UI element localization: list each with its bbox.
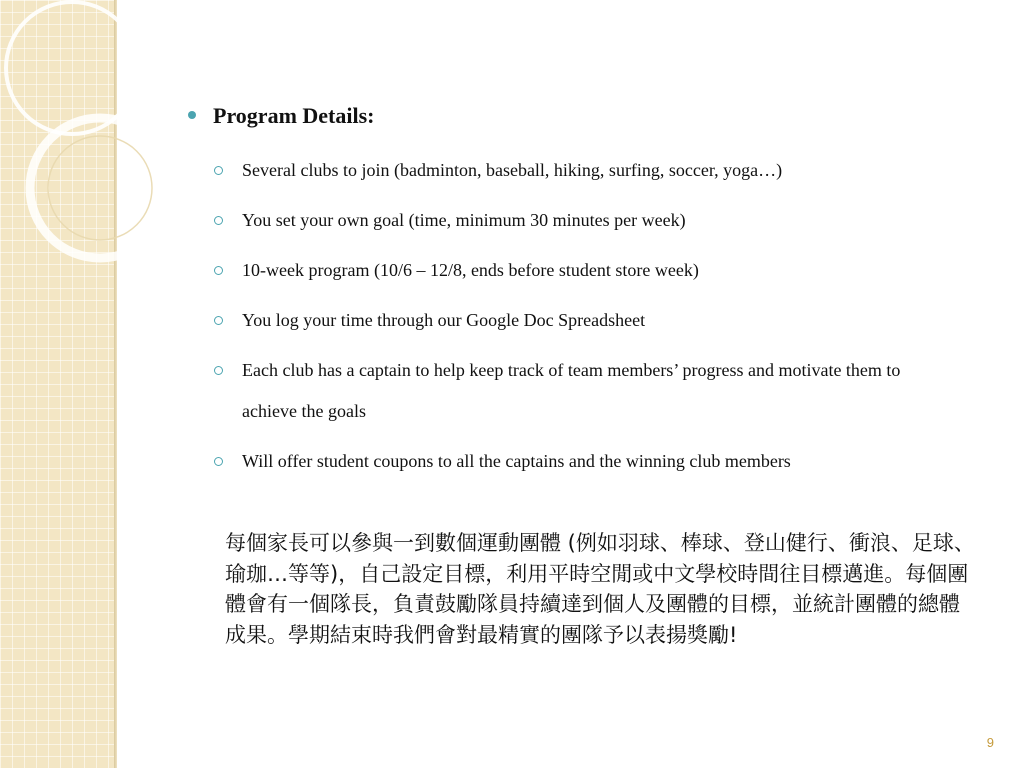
hollow-bullet-icon xyxy=(214,166,223,175)
hollow-bullet-icon xyxy=(214,457,223,466)
list-item-text: Several clubs to join (badminton, baseball, hiking, surfing, soccer, yoga…) xyxy=(242,160,783,180)
list-item-text: Each club has a captain to help keep track of team members’ progress and motivate them to achieve the goals xyxy=(242,360,901,421)
list-item xyxy=(214,200,954,241)
page-number: 9 xyxy=(986,735,994,750)
list-item xyxy=(214,150,954,191)
main-bullet xyxy=(188,103,375,129)
list-item-text: 10-week program (10/6 – 12/8, ends before student store week) xyxy=(242,260,699,280)
slide-heading: Program Details: xyxy=(213,103,375,128)
list-item xyxy=(214,300,954,341)
list-item xyxy=(214,250,954,291)
program-details-list xyxy=(214,150,954,491)
list-item xyxy=(214,441,954,482)
hollow-bullet-icon xyxy=(214,266,223,275)
hollow-bullet-icon xyxy=(214,366,223,375)
list-item-text: Will offer student coupons to all the captains and the winning club members xyxy=(242,451,791,471)
chinese-description: 每個家長可以參與一到數個運動團體 (例如羽球、棒球、登山健行、衝浪、足球、瑜珈…等等)，自己設定目標，利用平時空閒或中文學校時間往目標邁進。每個團體會有一個隊長，負責鼓勵隊員持續達到個人及團體的目標，並統計團體的總體成果。學期結束時我們會對最精實的團隊予以表揚獎勵! xyxy=(225,531,975,647)
list-item-text: You log your time through our Google Doc Spreadsheet xyxy=(242,310,646,330)
hollow-bullet-icon xyxy=(214,316,223,325)
bullet-dot-icon xyxy=(188,111,196,119)
list-item xyxy=(214,350,954,432)
hollow-bullet-icon xyxy=(214,216,223,225)
list-item-text: You set your own goal (time, minimum 30 minutes per week) xyxy=(242,210,686,230)
